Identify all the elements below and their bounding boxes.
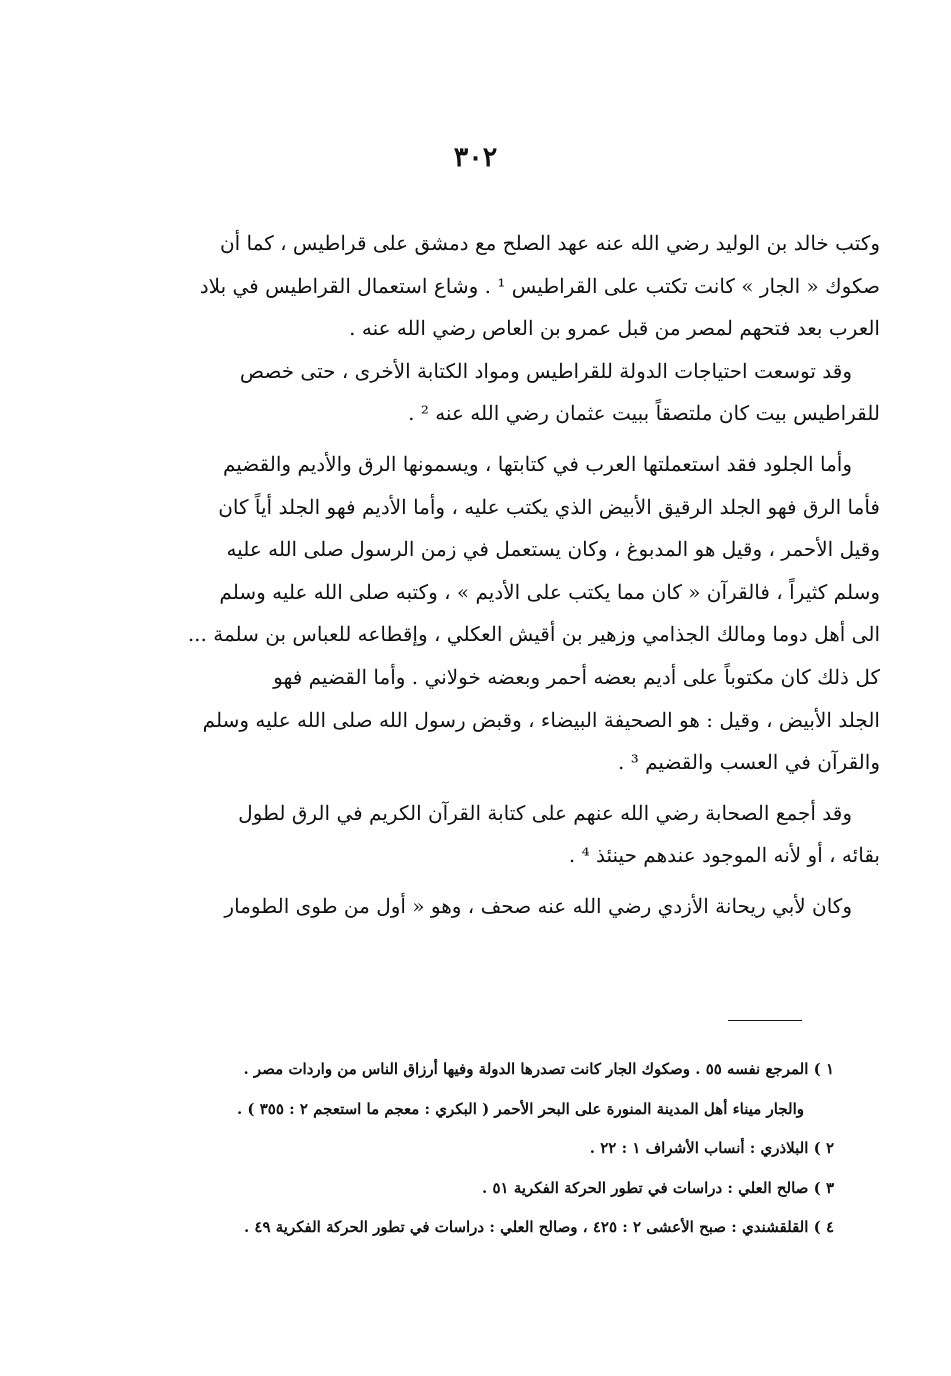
paragraph-line: العرب بعد فتحهم لمصر من قبل عمرو بن العاص رضي الله عنه .	[349, 316, 880, 341]
paragraph-gap	[74, 784, 880, 792]
footnote-continuation: والجار ميناء أهل المدينة المنورة على البحر الأحمر ( البكري : معجم ما استعجم ٢ : ٣٥٥ ) .	[236, 1099, 804, 1118]
paragraph-line: صكوك « الجار » كانت تكتب على القراطيس ¹ . وشاع استعمال القراطيس في بلاد	[199, 273, 880, 298]
paragraph-line: وسلم كثيراً ، فالقرآن « كان مما يكتب على الأديم » ، وكتبه صلى الله عليه وسلم	[219, 579, 880, 604]
paragraph-line: بقائه ، أو لأنه الموجود عندهم حينئذ ⁴ .	[568, 843, 880, 868]
paragraph-line: الجلد الأبيض ، وقيل : هو الصحيفة البيضاء ، وقبض رسول الله صلى الله عليه وسلم	[202, 707, 880, 732]
paragraph-gap	[74, 877, 880, 885]
paragraph-line: الى أهل دوما ومالك الجذامي وزهير بن أقيش العكلي ، وإقطاعه للعباس بن سلمة ...	[187, 622, 880, 647]
paragraph-line: للقراطيس بيت كان ملتصقاً ببيت عثمان رضي الله عنه ² .	[408, 401, 880, 426]
footnotes	[90, 1050, 834, 1248]
paragraph-line: وقد أجمع الصحابة رضي الله عنهم على كتابة القرآن الكريم في الرق لطول	[238, 800, 852, 825]
paragraph-gap	[74, 435, 880, 443]
paragraph-line: كل ذلك كان مكتوباً على أديم بعضه أحمر وبعضه خولاني . وأما القضيم فهو	[273, 664, 880, 689]
paragraph-line: وأما الجلود فقد استعملتها العرب في كتابتها ، ويسمونها الرق والأديم والقضيم	[222, 451, 852, 476]
footnote: ٤ ) القلقشندي : صبح الأعشى ٢ : ٤٢٥ ، وصالح العلي : دراسات في تطور الحركة الفكرية ٤٩ .	[243, 1218, 834, 1236]
footnote: ٢ ) البلاذري : أنساب الأشراف ١ : ٢٢ .	[589, 1139, 834, 1157]
paragraph-line: وكتب خالد بن الوليد رضي الله عنه عهد الصلح مع دمشق على قراطيس ، كما أن	[219, 231, 880, 255]
paragraph-line: وكان لأبي ريحانة الأزدي رضي الله عنه صحف ، وهو « أول من طوى الطومار	[224, 893, 852, 918]
footnote: ٣ ) صالح العلي : دراسات في تطور الحركة الفكرية ٥١ .	[482, 1178, 834, 1197]
paragraph-line: فأما الرق فهو الجلد الرقيق الأبيض الذي يكتب عليه ، وأما الأديم فهو الجلد أياً كان	[218, 494, 880, 519]
footnote: ١ ) المرجع نفسه ٥٥ . وصكوك الجار كانت تصدرها الدولة وفيها أرزاق الناس من واردات مصر .	[243, 1060, 834, 1078]
paragraph-line: وقد توسعت احتياجات الدولة للقراطيس ومواد الكتابة الأخرى ، حتى خصص	[239, 358, 852, 383]
page-number: ٣٠٢	[453, 142, 498, 173]
paragraph-line: والقرآن في العسب والقضيم ³ .	[617, 750, 880, 775]
footnote-divider	[728, 1020, 802, 1021]
body-text	[74, 222, 880, 928]
paragraph-line: وقيل الأحمر ، وقيل هو المدبوغ ، وكان يستعمل في زمن الرسول صلى الله عليه	[226, 537, 880, 562]
